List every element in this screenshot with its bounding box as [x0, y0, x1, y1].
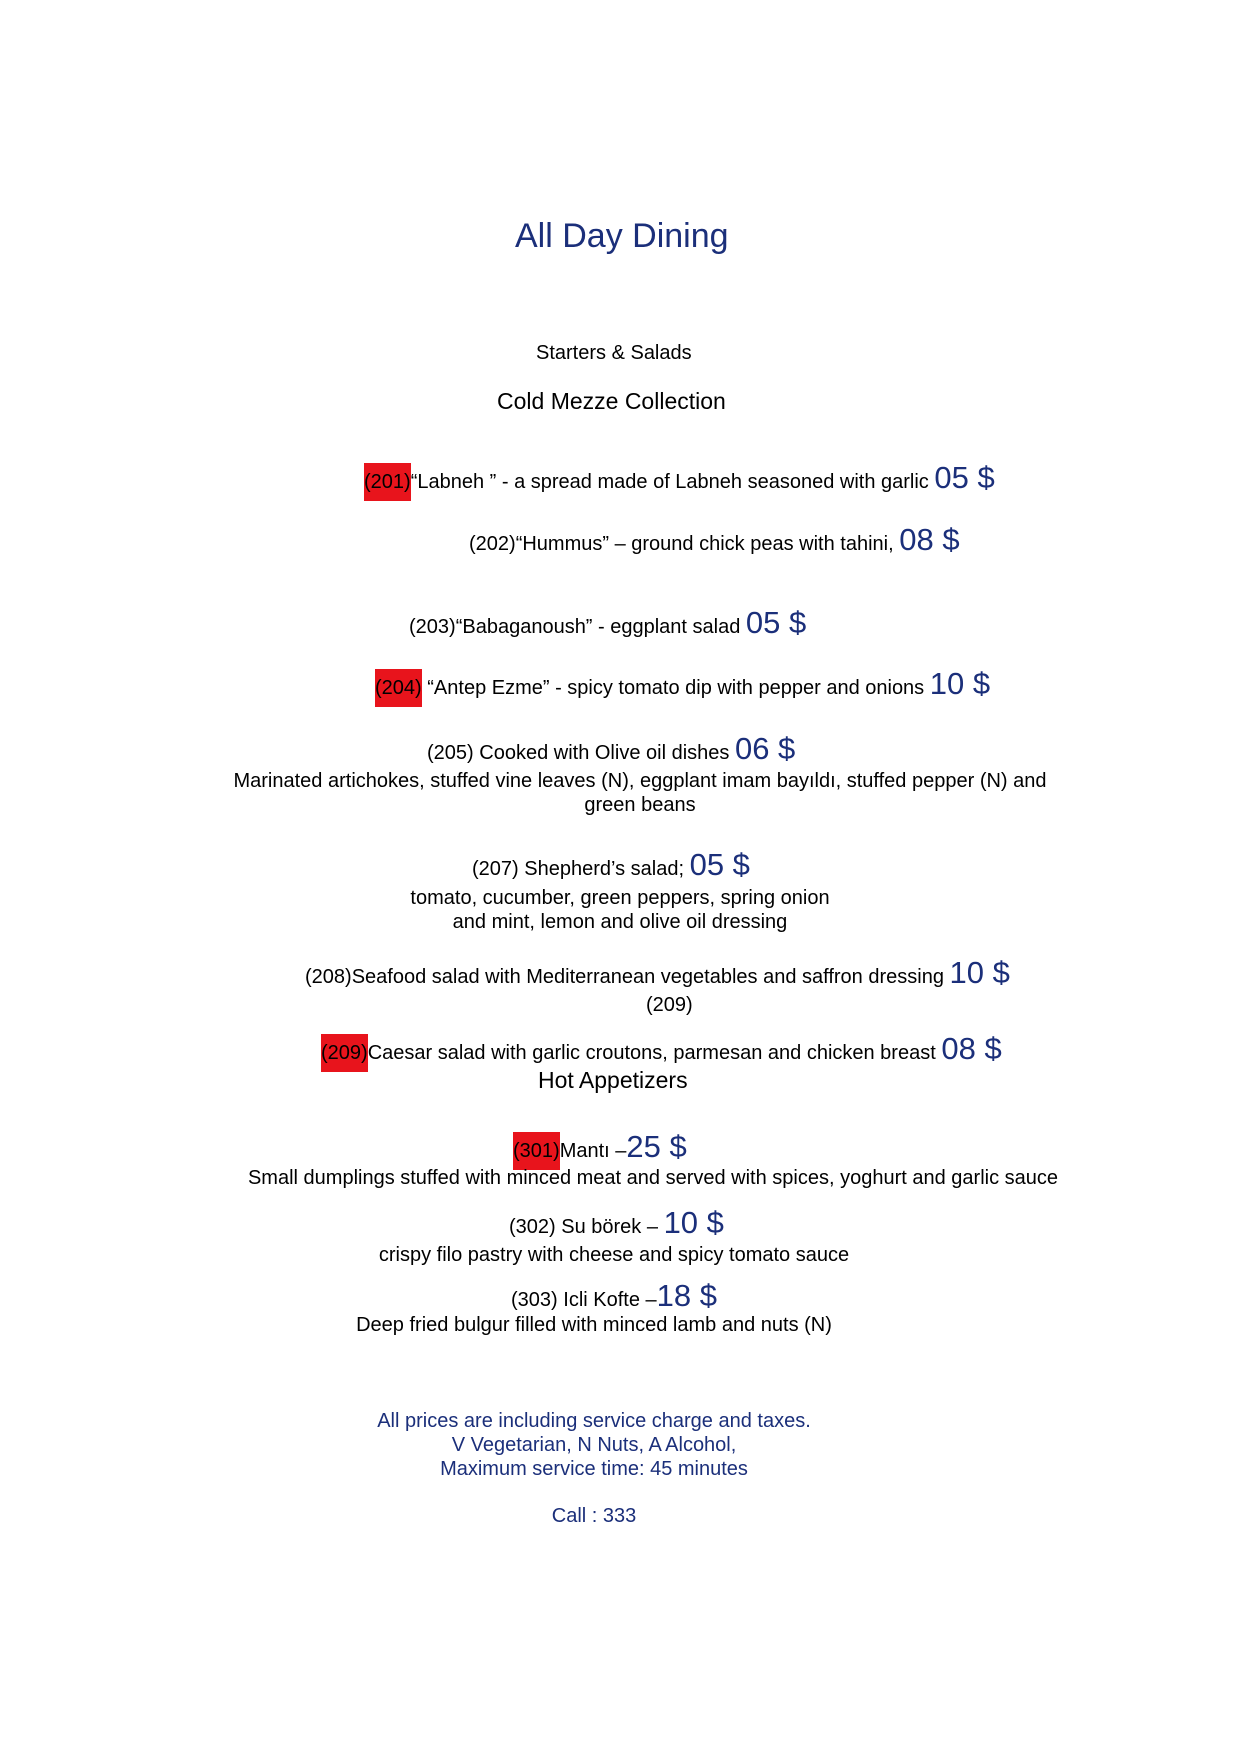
item-code: (205): [427, 742, 474, 764]
item-text: “Hummus” – ground chick peas with tahini,: [515, 533, 894, 555]
item-text: “Babaganoush” - eggplant salad: [455, 616, 741, 638]
page-title: All Day Dining: [515, 217, 729, 255]
item-code: (207): [472, 858, 519, 880]
item-code: (302): [509, 1216, 556, 1238]
item-price: 10 $: [929, 666, 991, 701]
item-text: Caesar salad with garlic croutons, parmesan and chicken breast: [367, 1042, 936, 1064]
menu-item: [409, 605, 807, 640]
item-description: crispy filo pastry with cheese and spicy tomato sauce: [378, 1244, 850, 1266]
menu-item: [305, 955, 1010, 990]
menu-item: [509, 1205, 724, 1240]
item-description: Deep fried bulgur filled with minced lamb and nuts (N): [356, 1314, 832, 1336]
menu-item: [427, 731, 796, 766]
menu-item: [321, 1031, 1002, 1066]
item-description: green beans: [584, 794, 696, 816]
item-text: Shepherd’s salad;: [518, 858, 685, 880]
item-description: tomato, cucumber, green peppers, spring onion: [410, 887, 830, 909]
item-text: Seafood salad with Mediterranean vegetables and saffron dressing: [351, 966, 944, 988]
item-description: and mint, lemon and olive oil dressing: [452, 911, 788, 933]
item-price: 08 $: [899, 522, 960, 557]
menu-item: [472, 847, 750, 882]
section-heading: Starters & Salads: [536, 342, 692, 364]
hot-appetizers-heading: Hot Appetizers: [538, 1067, 688, 1093]
item-code: (303): [511, 1289, 558, 1311]
item-text: Su börek –: [555, 1216, 658, 1238]
item-price: 06 $: [734, 731, 796, 766]
item-description: Marinated artichokes, stuffed vine leaves (N), eggplant imam bayıldı, stuffed pepper (N) and: [233, 770, 1047, 792]
footer-note: All prices are including service charge and taxes.: [377, 1410, 811, 1432]
menu-item: [375, 666, 991, 701]
item-text: “Antep Ezme” - spicy tomato dip with pepper and onions: [421, 677, 925, 699]
item-code: (202): [469, 533, 516, 555]
item-price: 10 $: [663, 1205, 724, 1240]
menu-item: [511, 1278, 717, 1313]
item-price: 25 $: [626, 1129, 687, 1164]
item-price: 05 $: [689, 847, 750, 882]
item-code: (301): [513, 1132, 560, 1170]
item-text: Cooked with Olive oil dishes: [473, 742, 730, 764]
item-code: (209): [321, 1034, 368, 1072]
item-code: (204): [375, 669, 422, 707]
menu-item: [513, 1129, 687, 1164]
subsection-heading: Cold Mezze Collection: [497, 388, 726, 414]
item-price: 05 $: [934, 460, 995, 495]
menu-item: [364, 460, 995, 495]
item-text: Mantı –: [559, 1140, 627, 1162]
item-code: (201): [364, 463, 411, 501]
item-price: 08 $: [941, 1031, 1002, 1066]
footer-note: V Vegetarian, N Nuts, A Alcohol,: [451, 1434, 737, 1456]
item-code: (203): [409, 616, 456, 638]
item-extra-code: (209): [646, 994, 693, 1016]
footer-note: Maximum service time: 45 minutes: [440, 1458, 748, 1480]
item-text: “Labneh ” - a spread made of Labneh seasoned with garlic: [410, 471, 929, 493]
call-number: Call : 333: [551, 1505, 637, 1527]
item-price: 18 $: [656, 1278, 717, 1313]
item-price: 05 $: [745, 605, 807, 640]
item-price: 10 $: [949, 955, 1010, 990]
menu-item: [469, 522, 960, 557]
item-code: (208): [305, 966, 352, 988]
item-text: Icli Kofte –: [557, 1289, 657, 1311]
item-description: Small dumplings stuffed with minced meat and served with spices, yoghurt and garlic sauce: [247, 1167, 1059, 1189]
